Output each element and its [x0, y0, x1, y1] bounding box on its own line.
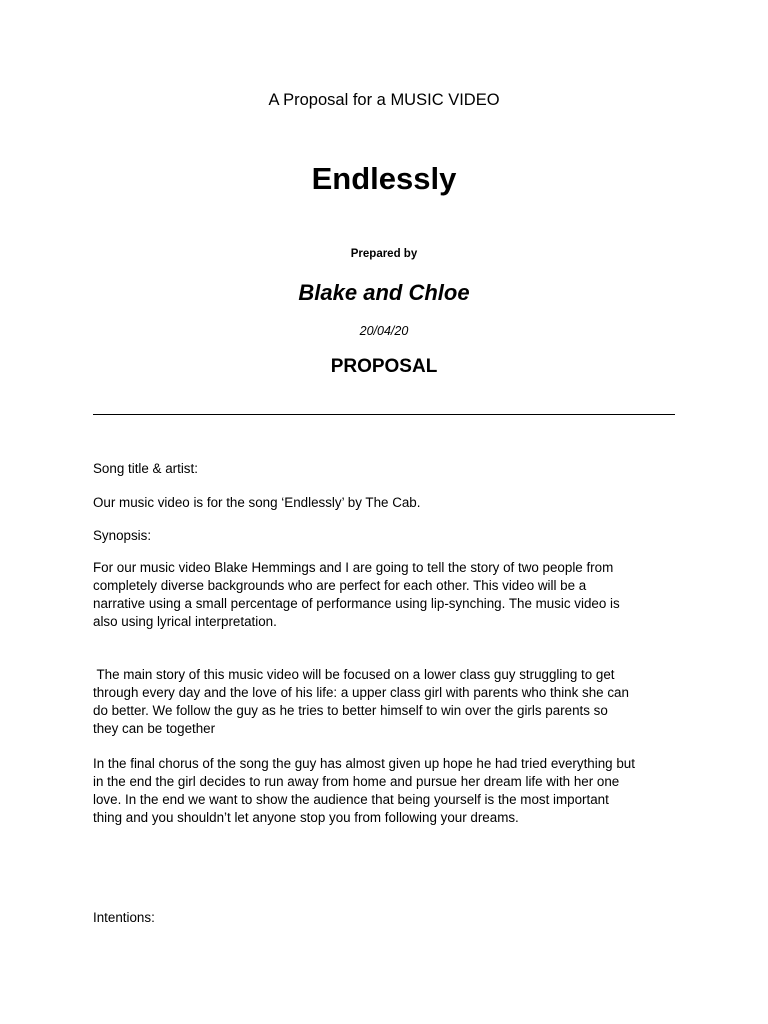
horizontal-divider — [93, 414, 675, 415]
song-label: Song title & artist: — [93, 461, 198, 476]
synopsis-paragraph-3 — [93, 755, 683, 827]
document-date: 20/04/20 — [359, 324, 409, 338]
paragraph-line: also using lyrical interpretation. — [93, 614, 277, 629]
paragraph-line: in the end the girl decides to run away from home and pursue her dream life with her one — [93, 774, 620, 789]
paragraph-line: love. In the end we want to show the audience that being yourself is the most important — [93, 792, 609, 807]
paragraph-line: thing and you shouldn’t let anyone stop you from following your dreams. — [93, 810, 519, 825]
paragraph-line: The main story of this music video will be focused on a lower class guy struggling to get — [93, 667, 615, 682]
paragraph-line: they can be together — [93, 721, 216, 736]
document-subtitle: A Proposal for a MUSIC VIDEO — [268, 91, 500, 109]
paragraph-line: narrative using a small percentage of performance using lip-synching. The music video is — [93, 596, 620, 611]
intentions-label: Intentions: — [93, 910, 155, 925]
song-text: Our music video is for the song ‘Endlessly’ by The Cab. — [93, 495, 421, 510]
authors: Blake and Chloe — [298, 280, 470, 305]
document-title: Endlessly — [311, 161, 457, 196]
paragraph-line: through every day and the love of his life: a upper class girl with parents who think she can — [93, 685, 629, 700]
paragraph-line: completely diverse backgrounds who are perfect for each other. This video will be a — [93, 578, 587, 593]
paragraph-line: do better. We follow the guy as he tries to better himself to win over the girls parents so — [93, 703, 608, 718]
paragraph-line: In the final chorus of the song the guy has almost given up hope he had tried everything but — [93, 756, 635, 771]
section-heading: PROPOSAL — [330, 356, 438, 377]
synopsis-paragraph-2 — [93, 666, 683, 738]
synopsis-paragraph-1 — [93, 559, 683, 631]
synopsis-label: Synopsis: — [93, 528, 152, 543]
paragraph-line: For our music video Blake Hemmings and I are going to tell the story of two people from — [93, 560, 614, 575]
prepared-by-label: Prepared by — [350, 248, 418, 260]
